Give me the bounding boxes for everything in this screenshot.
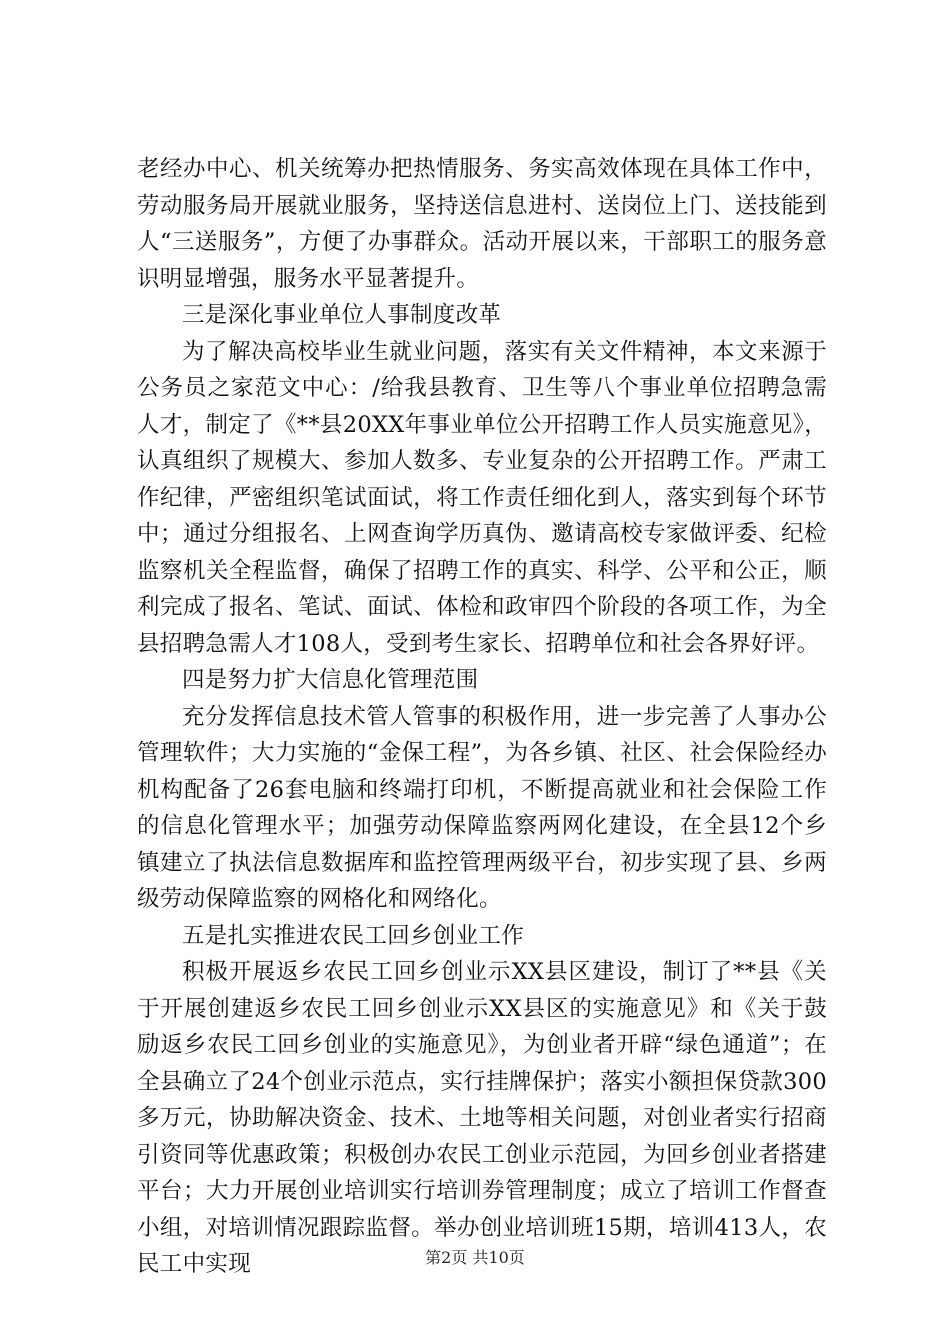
paragraph-entrepreneurship: 积极开展返乡农民工回乡创业示XX县区建设，制订了**县《关于开展创建返乡农民工回乡创业示XX县区的实施意见》和《关于鼓励返乡农民工回乡创业的实施意见》，为创业者开辟“绿色通道”；在全县确立了24个创业示范点，实行挂牌保护；落实小额担保贷款300多万元，协助解决资金、技术、土地等相关问题，对创业者实行招商引资同等优惠政策；积极创办农民工创业示范园，为回乡创业者搭建平台；大力开展创业培训实行培训券管理制度；成立了培训工作督查小组，对培训情况跟踪监督。举办创业培训班15期，培训413人，农民工中实现 [137, 959, 827, 1277]
page-number-footer: 第2页 共10页 [425, 1248, 525, 1267]
paragraph-continued: 老经办中心、机关统筹办把热情服务、务实高效体现在具体工作中，劳动服务局开展就业服务，坚持送信息进村、送岗位上门、送技能到人“三送服务”，方便了办事群众。活动开展以来，干部职工的服务意识明显增强，服务水平显著提升。 [137, 156, 827, 292]
section-heading-4: 四是努力扩大信息化管理范围 [182, 667, 479, 693]
paragraph-recruitment: 为了解决高校毕业生就业问题，落实有关文件精神，本文来源于公务员之家范文中心：/给我县教育、卫生等八个事业单位招聘急需人才，制定了《**县20XX年事业单位公开招聘工作人员实施意见》，认真组织了规模大、参加人数多、专业复杂的公开招聘工作。严肃工作纪律，严密组织笔试面试，将工作责任细化到人，落实到每个环节中；通过分组报名、上网查询学历真伪、邀请高校专家做评委、纪检监察机关全程监督，确保了招聘工作的真实、科学、公平和公正，顺利完成了报名、笔试、面试、体检和政审四个阶段的各项工作，为全县招聘急需人才108人，受到考生家长、招聘单位和社会各界好评。 [137, 338, 827, 657]
document-body [137, 151, 827, 1283]
paragraph-informatization: 充分发挥信息技术管人管事的积极作用，进一步完善了人事办公管理软件；大力实施的“金保工程”，为各乡镇、社区、社会保险经办机构配备了26套电脑和终端打印机，不断提高就业和社会保险工作的信息化管理水平；加强劳动保障监察两网化建设，在全县12个乡镇建立了执法信息数据库和监控管理两级平台，初步实现了县、乡两级劳动保障监察的网格化和网络化。 [137, 703, 827, 912]
section-heading-5: 五是扎实推进农民工回乡创业工作 [182, 922, 525, 949]
section-heading-3: 三是深化事业单位人事制度改革 [182, 302, 502, 328]
